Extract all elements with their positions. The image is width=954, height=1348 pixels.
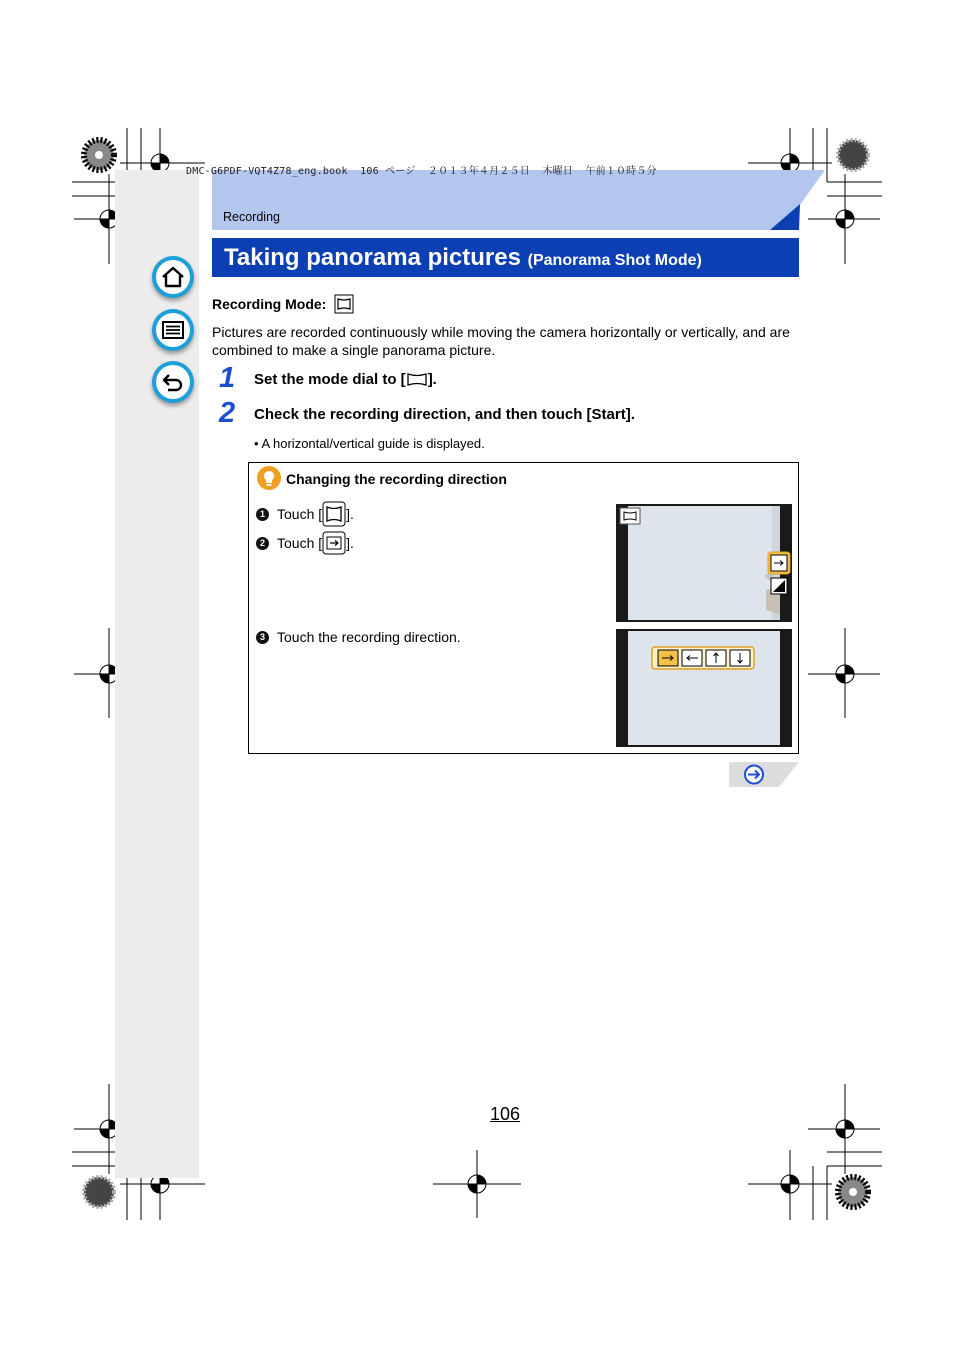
lightbulb-icon xyxy=(257,466,281,490)
tip-item-2 xyxy=(256,531,354,555)
home-button[interactable] xyxy=(152,256,194,298)
intro-paragraph: Pictures are recorded continuously while moving the camera horizontally or vertically, and are combined to make a single panorama picture. xyxy=(212,324,790,358)
header-band xyxy=(210,170,830,232)
next-arrow-icon xyxy=(745,766,763,784)
page-number: 106 xyxy=(490,1104,521,1124)
section-label: Recording xyxy=(223,210,280,224)
next-page-button[interactable] xyxy=(729,762,799,788)
tip-item-2-pre: Touch [ xyxy=(277,535,323,551)
tip-item-1-number: 1 xyxy=(256,508,269,521)
camera-screen-menu xyxy=(616,504,792,622)
step-2-text: Check the recording direction, and then touch [Start]. xyxy=(254,406,635,423)
recording-mode-label: Recording Mode: xyxy=(212,296,327,312)
tip-item-1-post: ]. xyxy=(346,506,354,522)
tip-item-3-number: 3 xyxy=(256,631,269,644)
recording-mode xyxy=(212,296,354,314)
tip-item-3 xyxy=(256,629,461,645)
menu-list-icon xyxy=(160,317,186,343)
tip-item-1-pre: Touch [ xyxy=(277,506,323,522)
back-button[interactable] xyxy=(152,361,194,403)
page-subtitle: (Panorama Shot Mode) xyxy=(527,252,702,269)
step-1-text-pre: Set the mode dial to [ xyxy=(254,371,406,388)
panorama-mode-icon xyxy=(322,501,346,527)
camera-screen-directions xyxy=(616,629,792,747)
print-header-line: DMC-G6PDF-VQT4Z78_eng.book 106 ページ ２０１３年４月２５日 木曜日 午前１０時５分 xyxy=(186,166,657,177)
panorama-mode-icon xyxy=(406,371,428,387)
tip-title: Changing the recording direction xyxy=(286,471,507,487)
direction-right-icon xyxy=(322,531,346,555)
step-1-number: 1 xyxy=(219,362,236,394)
step-2-number: 2 xyxy=(219,397,236,429)
tip-item-2-post: ]. xyxy=(346,535,354,551)
step-1-text-post: ]. xyxy=(427,371,437,388)
page-title-text: Taking panorama pictures xyxy=(224,244,521,271)
home-icon xyxy=(160,264,186,290)
tip-item-2-number: 2 xyxy=(256,537,269,550)
step-2-note: • A horizontal/vertical guide is displayed. xyxy=(254,436,485,451)
step-1-text xyxy=(254,371,437,388)
panorama-mode-icon xyxy=(334,294,354,314)
contents-button[interactable] xyxy=(152,309,194,351)
page-title xyxy=(224,244,702,272)
tip-item-3-text: Touch the recording direction. xyxy=(277,629,461,645)
back-arrow-icon xyxy=(160,369,186,395)
tip-item-1 xyxy=(256,501,354,527)
